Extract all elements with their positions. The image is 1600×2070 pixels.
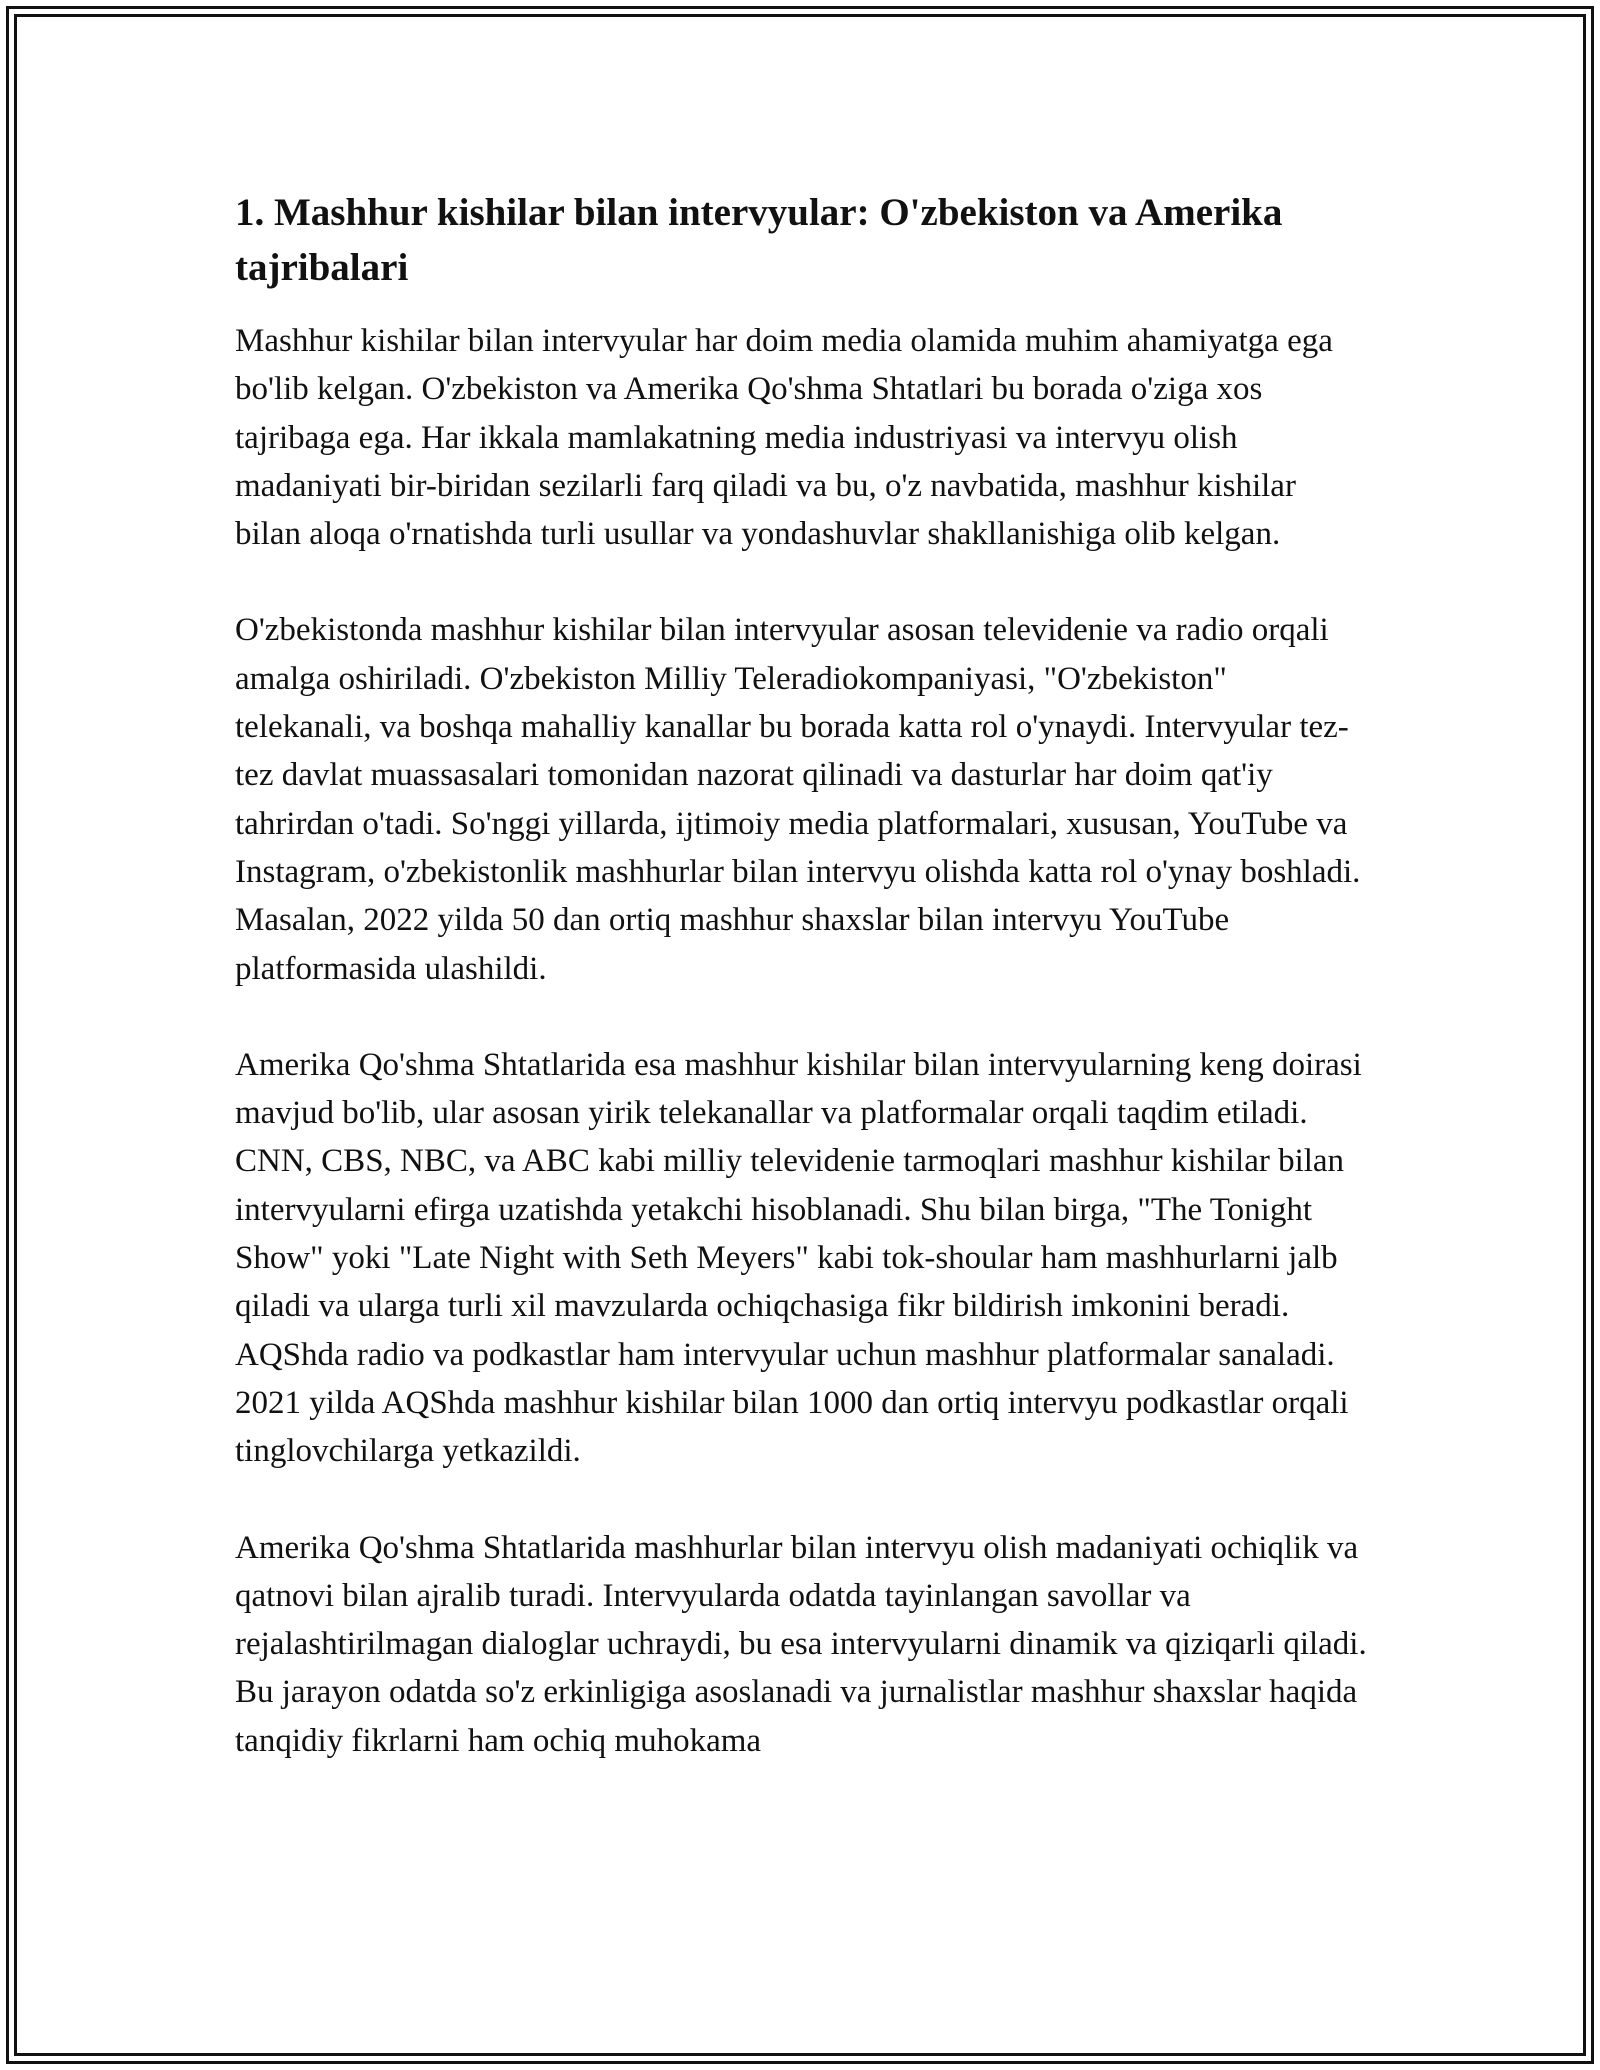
- document-body: [235, 185, 1370, 1765]
- section-heading: 1. Mashhur kishilar bilan intervyular: O'zbekiston va Amerika tajribalari: [235, 191, 1283, 289]
- paragraph-2: O'zbekistonda mashhur kishilar bilan intervyular asosan televidenie va radio orqali amalga oshiriladi. O'zbekiston Milliy Teleradiokompaniyasi, "O'zbekiston" telekanali, va boshqa mahalliy kanallar bu borada katta rol o'ynaydi. Intervyular tez-tez davlat muassasalari tomonidan nazorat qilinadi va dasturlar har doim qat'iy tahrirdan o'tadi. So'nggi yillarda, ijtimoiy media platformalari, xususan, YouTube va Instagram, o'zbekistonlik mashhurlar bilan intervyu olishda katta rol o'ynay boshladi. Masalan, 2022 yilda 50 dan ortiq mashhur shaxslar bilan intervyu YouTube platformasida ulashildi.: [235, 612, 1361, 987]
- paragraph-1: Mashhur kishilar bilan intervyular har doim media olamida muhim ahamiyatga ega bo'lib kelgan. O'zbekiston va Amerika Qo'shma Shtatlari bu borada o'ziga xos tajribaga ega. Har ikkala mamlakatning media industriyasi va intervyu olish madaniyati bir-biridan sezilarli farq qiladi va bu, o'z navbatida, mashhur kishilar bilan aloqa o'rnatishda turli usullar va yondashuvlar shakllanishiga olib kelgan.: [235, 323, 1333, 553]
- paragraph-3: Amerika Qo'shma Shtatlarida esa mashhur kishilar bilan intervyularning keng doirasi mavjud bo'lib, ular asosan yirik telekanallar va platformalar orqali taqdim etiladi. CNN, CBS, NBC, va ABC kabi milliy televidenie tarmoqlari mashhur kishilar bilan intervyularni efirga uzatishda yetakchi hisoblanadi. Shu bilan birga, "The Tonight Show" yoki "Late Night with Seth Meyers" kabi tok-shoular ham mashhurlarni jalb qiladi va ularga turli xil mavzularda ochiqchasiga fikr bildirish imkonini beradi. AQShda radio va podkastlar ham intervyular uchun mashhur platformalar sanaladi. 2021 yilda AQShda mashhur kishilar bilan 1000 dan ortiq intervyu podkastlar orqali tinglovchilarga yetkazildi.: [235, 1046, 1362, 1470]
- paragraph-4: Amerika Qo'shma Shtatlarida mashhurlar bilan intervyu olish madaniyati ochiqlik va qatnovi bilan ajralib turadi. Intervyularda odatda tayinlangan savollar va rejalashtirilmagan dialoglar uchraydi, bu esa intervyularni dinamik va qiziqarli qiladi. Bu jarayon odatda so'z erkinligiga asoslanadi va jurnalistlar mashhur shaxslar haqida tanqidiy fikrlarni ham ochiq muhokama: [235, 1529, 1367, 1759]
